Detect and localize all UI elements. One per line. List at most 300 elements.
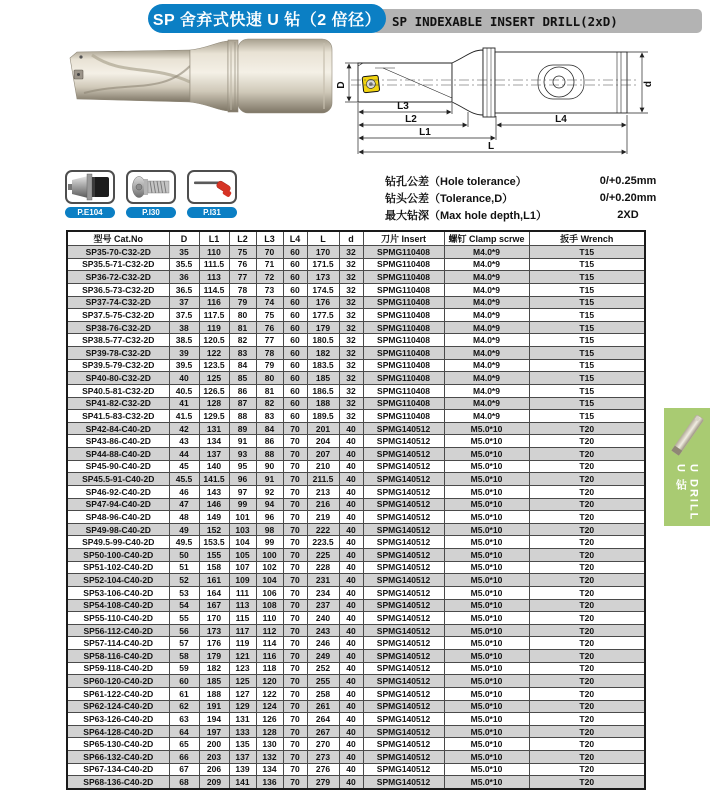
table-cell: 63 — [169, 713, 199, 726]
page-ref-pill — [65, 207, 115, 218]
table-cell: 112 — [256, 624, 283, 637]
table-cell: SPMG140512 — [363, 637, 444, 650]
table-cell: 40 — [339, 473, 363, 486]
table-cell: 88 — [256, 448, 283, 461]
table-cell: 78 — [256, 347, 283, 360]
table-cell: SP66-132-C40-2D — [67, 751, 169, 764]
clamp-screw-icon — [131, 173, 171, 201]
table-cell: SPMG140512 — [363, 435, 444, 448]
table-row — [67, 549, 645, 562]
table-cell: M4.0*9 — [444, 309, 529, 322]
table-cell: 85 — [229, 372, 256, 385]
table-cell: T20 — [529, 763, 645, 776]
table-cell: 87 — [229, 397, 256, 410]
table-cell: 40 — [339, 460, 363, 473]
table-cell: 122 — [199, 347, 229, 360]
table-row — [67, 296, 645, 309]
table-cell: T15 — [529, 384, 645, 397]
table-cell: SPMG110408 — [363, 321, 444, 334]
table-cell: 60 — [283, 321, 307, 334]
table-cell: 252 — [307, 662, 339, 675]
table-cell: 143 — [199, 485, 229, 498]
table-cell: T15 — [529, 397, 645, 410]
table-cell: SP64-128-C40-2D — [67, 725, 169, 738]
table-cell: 164 — [199, 586, 229, 599]
table-cell: 113 — [229, 599, 256, 612]
table-cell: 75 — [256, 309, 283, 322]
table-cell: 126.5 — [199, 384, 229, 397]
table-cell: 35 — [169, 246, 199, 259]
table-cell: T20 — [529, 687, 645, 700]
table-cell: SPMG140512 — [363, 422, 444, 435]
table-cell: 189.5 — [307, 410, 339, 423]
table-cell: 141 — [229, 776, 256, 789]
table-cell: M4.0*9 — [444, 258, 529, 271]
table-cell: 170 — [307, 246, 339, 259]
table-cell: 41 — [169, 397, 199, 410]
table-cell: 37 — [169, 296, 199, 309]
table-cell: 83 — [256, 410, 283, 423]
table-cell: 121 — [229, 650, 256, 663]
table-cell: 82 — [256, 397, 283, 410]
table-cell: SPMG110408 — [363, 296, 444, 309]
page-ref-label: P.I30 — [142, 208, 160, 217]
table-cell: 211.5 — [307, 473, 339, 486]
table-cell: 225 — [307, 549, 339, 562]
table-cell: 116 — [199, 296, 229, 309]
table-cell: SP44-88-C40-2D — [67, 448, 169, 461]
table-row — [67, 347, 645, 360]
table-cell: SP38-76-C32-2D — [67, 321, 169, 334]
spec-label: 最大钻深（Max hole depth,L1） — [385, 209, 547, 222]
table-cell: 40 — [339, 751, 363, 764]
table-row — [67, 334, 645, 347]
table-cell: M4.0*9 — [444, 246, 529, 259]
table-cell: 110 — [199, 246, 229, 259]
table-cell: T20 — [529, 422, 645, 435]
table-cell: 137 — [199, 448, 229, 461]
table-cell: 105 — [229, 549, 256, 562]
table-cell: 103 — [229, 523, 256, 536]
tab-drill-icon — [669, 412, 705, 462]
table-cell: SPMG140512 — [363, 763, 444, 776]
table-cell: T20 — [529, 637, 645, 650]
table-cell: 116 — [256, 650, 283, 663]
table-cell: 104 — [229, 536, 256, 549]
table-cell: 117 — [229, 624, 256, 637]
table-cell: SPMG110408 — [363, 347, 444, 360]
table-cell: 82 — [229, 334, 256, 347]
table-cell: 93 — [229, 448, 256, 461]
table-cell: 84 — [229, 359, 256, 372]
table-cell: M4.0*9 — [444, 410, 529, 423]
table-cell: M5.0*10 — [444, 725, 529, 738]
accessory-thumbnails — [65, 170, 237, 218]
column-header: L2 — [229, 231, 256, 246]
table-cell: SP63-126-C40-2D — [67, 713, 169, 726]
table-cell: 40 — [339, 624, 363, 637]
table-cell: M5.0*10 — [444, 523, 529, 536]
table-cell: 101 — [229, 511, 256, 524]
table-cell: 70 — [283, 612, 307, 625]
column-header: L — [307, 231, 339, 246]
table-cell: 40 — [339, 675, 363, 688]
table-cell: T20 — [529, 586, 645, 599]
table-cell: 123.5 — [199, 359, 229, 372]
table-cell: M5.0*10 — [444, 536, 529, 549]
table-cell: M4.0*9 — [444, 397, 529, 410]
table-cell: T20 — [529, 662, 645, 675]
table-cell: 60 — [283, 271, 307, 284]
table-row — [67, 675, 645, 688]
table-cell: M4.0*9 — [444, 271, 529, 284]
table-cell: SP36-72-C32-2D — [67, 271, 169, 284]
table-cell: M4.0*9 — [444, 372, 529, 385]
table-cell: M5.0*10 — [444, 599, 529, 612]
table-cell: 134 — [256, 763, 283, 776]
torx-wrench-icon — [192, 173, 232, 201]
table-cell: 83 — [229, 347, 256, 360]
table-cell: 136 — [256, 776, 283, 789]
table-cell: SPMG140512 — [363, 599, 444, 612]
header-chinese-pill — [148, 4, 386, 33]
table-cell: 40 — [339, 586, 363, 599]
table-cell: 40 — [339, 725, 363, 738]
table-cell: SPMG140512 — [363, 687, 444, 700]
table-cell: T20 — [529, 523, 645, 536]
table-cell: SPMG140512 — [363, 751, 444, 764]
spec-row — [385, 206, 661, 223]
table-cell: 70 — [283, 763, 307, 776]
table-cell: 109 — [229, 574, 256, 587]
table-cell: M5.0*10 — [444, 574, 529, 587]
table-cell: 237 — [307, 599, 339, 612]
dim-label-d: d — [643, 80, 654, 88]
table-cell: 36 — [169, 271, 199, 284]
table-cell: 176 — [199, 637, 229, 650]
table-cell: SPMG140512 — [363, 460, 444, 473]
table-cell: 88 — [229, 410, 256, 423]
table-cell: 51 — [169, 561, 199, 574]
table-cell: 204 — [307, 435, 339, 448]
table-cell: 173 — [307, 271, 339, 284]
table-cell: 243 — [307, 624, 339, 637]
table-cell: 64 — [169, 725, 199, 738]
table-cell: T20 — [529, 738, 645, 751]
table-cell: 276 — [307, 763, 339, 776]
table-cell: 186.5 — [307, 384, 339, 397]
table-cell: 40 — [169, 372, 199, 385]
table-cell: 70 — [283, 460, 307, 473]
table-cell: 185 — [199, 675, 229, 688]
table-cell: 125 — [229, 675, 256, 688]
table-cell: 58 — [169, 650, 199, 663]
table-cell: 117.5 — [199, 309, 229, 322]
table-cell: SPMG140512 — [363, 485, 444, 498]
table-cell: 79 — [256, 359, 283, 372]
specification-table — [66, 230, 646, 790]
table-row — [67, 473, 645, 486]
table-cell: 122 — [256, 687, 283, 700]
table-row — [67, 309, 645, 322]
table-cell: 57 — [169, 637, 199, 650]
table-cell: 90 — [256, 460, 283, 473]
table-cell: 182 — [199, 662, 229, 675]
table-cell: M5.0*10 — [444, 511, 529, 524]
table-cell: 267 — [307, 725, 339, 738]
table-cell: 80 — [229, 309, 256, 322]
table-cell: 249 — [307, 650, 339, 663]
table-cell: M5.0*10 — [444, 460, 529, 473]
table-cell: 111.5 — [199, 258, 229, 271]
table-cell: 62 — [169, 700, 199, 713]
spec-label: 钻孔公差（Hole tolerance） — [385, 175, 527, 188]
table-cell: 167 — [199, 599, 229, 612]
table-cell: 273 — [307, 751, 339, 764]
table-cell: 137 — [229, 751, 256, 764]
table-cell: 67 — [169, 763, 199, 776]
table-cell: SP35.5-71-C32-2D — [67, 258, 169, 271]
table-cell: T15 — [529, 296, 645, 309]
table-cell: M5.0*10 — [444, 473, 529, 486]
table-row — [67, 599, 645, 612]
table-cell: 60 — [169, 675, 199, 688]
header-chinese-title: SP 舍弃式快速 U 钻（2 倍径） — [152, 12, 382, 29]
table-cell: M5.0*10 — [444, 751, 529, 764]
table-cell: T20 — [529, 700, 645, 713]
table-cell: 231 — [307, 574, 339, 587]
table-cell: M5.0*10 — [444, 713, 529, 726]
table-cell: 203 — [199, 751, 229, 764]
table-cell: 264 — [307, 713, 339, 726]
column-header: d — [339, 231, 363, 246]
table-cell: 222 — [307, 523, 339, 536]
table-cell: SP41.5-83-C32-2D — [67, 410, 169, 423]
table-cell: 99 — [229, 498, 256, 511]
table-cell: 70 — [283, 700, 307, 713]
table-cell: 32 — [339, 397, 363, 410]
table-cell: SPMG140512 — [363, 700, 444, 713]
table-row — [67, 687, 645, 700]
table-cell: T15 — [529, 334, 645, 347]
table-cell: 78 — [229, 283, 256, 296]
table-cell: 91 — [256, 473, 283, 486]
table-cell: 32 — [339, 334, 363, 347]
table-cell: 158 — [199, 561, 229, 574]
table-cell: 191 — [199, 700, 229, 713]
table-cell: SP39.5-79-C32-2D — [67, 359, 169, 372]
table-cell: 40 — [339, 422, 363, 435]
table-cell: T20 — [529, 624, 645, 637]
table-cell: 53 — [169, 586, 199, 599]
table-cell: 60 — [283, 347, 307, 360]
table-cell: 100 — [256, 549, 283, 562]
table-cell: T20 — [529, 561, 645, 574]
table-cell: M5.0*10 — [444, 612, 529, 625]
table-cell: 32 — [339, 347, 363, 360]
table-cell: 70 — [283, 586, 307, 599]
table-cell: T20 — [529, 675, 645, 688]
table-cell: 70 — [256, 246, 283, 259]
table-cell: 32 — [339, 296, 363, 309]
table-row — [67, 637, 645, 650]
table-row — [67, 397, 645, 410]
table-cell: 126 — [256, 713, 283, 726]
table-cell: 128 — [256, 725, 283, 738]
table-cell: 129 — [229, 700, 256, 713]
table-row — [67, 485, 645, 498]
table-cell: 207 — [307, 448, 339, 461]
thumbnail-box — [126, 170, 176, 204]
table-cell: 73 — [256, 283, 283, 296]
dim-label-L: L — [487, 141, 495, 152]
section-tab-u-drill — [664, 408, 710, 526]
table-cell: 119 — [199, 321, 229, 334]
column-header: 型号 Cat.No — [67, 231, 169, 246]
table-cell: 70 — [283, 662, 307, 675]
table-cell: 91 — [229, 435, 256, 448]
table-cell: 173 — [199, 624, 229, 637]
table-cell: 210 — [307, 460, 339, 473]
table-cell: M4.0*9 — [444, 359, 529, 372]
table-cell: 40 — [339, 536, 363, 549]
table-cell: SP53-106-C40-2D — [67, 586, 169, 599]
table-row — [67, 700, 645, 713]
table-cell: 46 — [169, 485, 199, 498]
dim-label-L3: L3 — [397, 101, 409, 112]
table-cell: M5.0*10 — [444, 662, 529, 675]
table-cell: T20 — [529, 448, 645, 461]
table-cell: M5.0*10 — [444, 650, 529, 663]
table-cell: SP41-82-C32-2D — [67, 397, 169, 410]
dim-label-L1: L1 — [419, 127, 431, 138]
table-cell: SPMG110408 — [363, 246, 444, 259]
table-cell: 47 — [169, 498, 199, 511]
table-cell: 37.5 — [169, 309, 199, 322]
table-cell: SP51-102-C40-2D — [67, 561, 169, 574]
table-cell: 60 — [283, 334, 307, 347]
table-row — [67, 372, 645, 385]
table-cell: 39.5 — [169, 359, 199, 372]
table-row — [67, 738, 645, 751]
table-row — [67, 713, 645, 726]
table-cell: SPMG140512 — [363, 713, 444, 726]
table-cell: M4.0*9 — [444, 283, 529, 296]
table-cell: T20 — [529, 485, 645, 498]
table-cell: 40 — [339, 662, 363, 675]
table-cell: 70 — [283, 599, 307, 612]
table-cell: M4.0*9 — [444, 334, 529, 347]
table-cell: 70 — [283, 637, 307, 650]
table-cell: 171.5 — [307, 258, 339, 271]
table-cell: 44 — [169, 448, 199, 461]
table-cell: 134 — [199, 435, 229, 448]
table-cell: 71 — [256, 258, 283, 271]
table-cell: 86 — [229, 384, 256, 397]
table-cell: 32 — [339, 410, 363, 423]
table-cell: 89 — [229, 422, 256, 435]
table-cell: 279 — [307, 776, 339, 789]
table-cell: 32 — [339, 283, 363, 296]
table-cell: 32 — [339, 384, 363, 397]
table-cell: 60 — [283, 309, 307, 322]
table-cell: 161 — [199, 574, 229, 587]
table-cell: 152 — [199, 523, 229, 536]
table-row — [67, 763, 645, 776]
table-cell: 99 — [256, 536, 283, 549]
table-cell: SPMG140512 — [363, 549, 444, 562]
table-cell: SP37-74-C32-2D — [67, 296, 169, 309]
table-cell: 104 — [256, 574, 283, 587]
drill-product-photo — [50, 36, 340, 116]
table-body — [67, 246, 645, 790]
table-cell: 70 — [283, 511, 307, 524]
table-cell: SP42-84-C40-2D — [67, 422, 169, 435]
table-cell: 40 — [339, 435, 363, 448]
table-cell: 270 — [307, 738, 339, 751]
table-row — [67, 283, 645, 296]
table-row — [67, 384, 645, 397]
spec-value: 2XD — [617, 208, 639, 221]
table-cell: SP49.5-99-C40-2D — [67, 536, 169, 549]
table-cell: 70 — [283, 473, 307, 486]
column-header: 扳手 Wrench — [529, 231, 645, 246]
table-cell: 92 — [256, 485, 283, 498]
table-cell: 223.5 — [307, 536, 339, 549]
table-cell: 177.5 — [307, 309, 339, 322]
table-cell: 60 — [283, 296, 307, 309]
table-cell: 131 — [199, 422, 229, 435]
table-cell: 141.5 — [199, 473, 229, 486]
table-cell: SP50-100-C40-2D — [67, 549, 169, 562]
table-cell: 135 — [229, 738, 256, 751]
table-row — [67, 650, 645, 663]
table-cell: SPMG140512 — [363, 586, 444, 599]
table-cell: SP60-120-C40-2D — [67, 675, 169, 688]
table-cell: 52 — [169, 574, 199, 587]
table-cell: SP39-78-C32-2D — [67, 347, 169, 360]
table-cell: 50 — [169, 549, 199, 562]
table-row — [67, 511, 645, 524]
table-cell: T20 — [529, 612, 645, 625]
table-cell: SP37.5-75-C32-2D — [67, 309, 169, 322]
table-cell: 40 — [339, 637, 363, 650]
table-row — [67, 574, 645, 587]
spec-value: 0/+0.20mm — [599, 191, 657, 204]
table-cell: 194 — [199, 713, 229, 726]
table-cell: 65 — [169, 738, 199, 751]
table-cell: 216 — [307, 498, 339, 511]
table-cell: 180.5 — [307, 334, 339, 347]
page-ref-pill — [126, 207, 176, 218]
table-cell: SP52-104-C40-2D — [67, 574, 169, 587]
table-cell: 42 — [169, 422, 199, 435]
table-cell: 40 — [339, 574, 363, 587]
table-cell: 155 — [199, 549, 229, 562]
table-head — [67, 231, 645, 246]
table-cell: 70 — [283, 485, 307, 498]
table-cell: 127 — [229, 687, 256, 700]
table-cell: T15 — [529, 309, 645, 322]
table-cell: T20 — [529, 650, 645, 663]
table-cell: 188 — [307, 397, 339, 410]
table-cell: M5.0*10 — [444, 687, 529, 700]
table-cell: M5.0*10 — [444, 738, 529, 751]
table-cell: 119 — [229, 637, 256, 650]
table-cell: SP68-136-C40-2D — [67, 776, 169, 789]
table-cell: 40 — [339, 549, 363, 562]
table-cell: 179 — [199, 650, 229, 663]
